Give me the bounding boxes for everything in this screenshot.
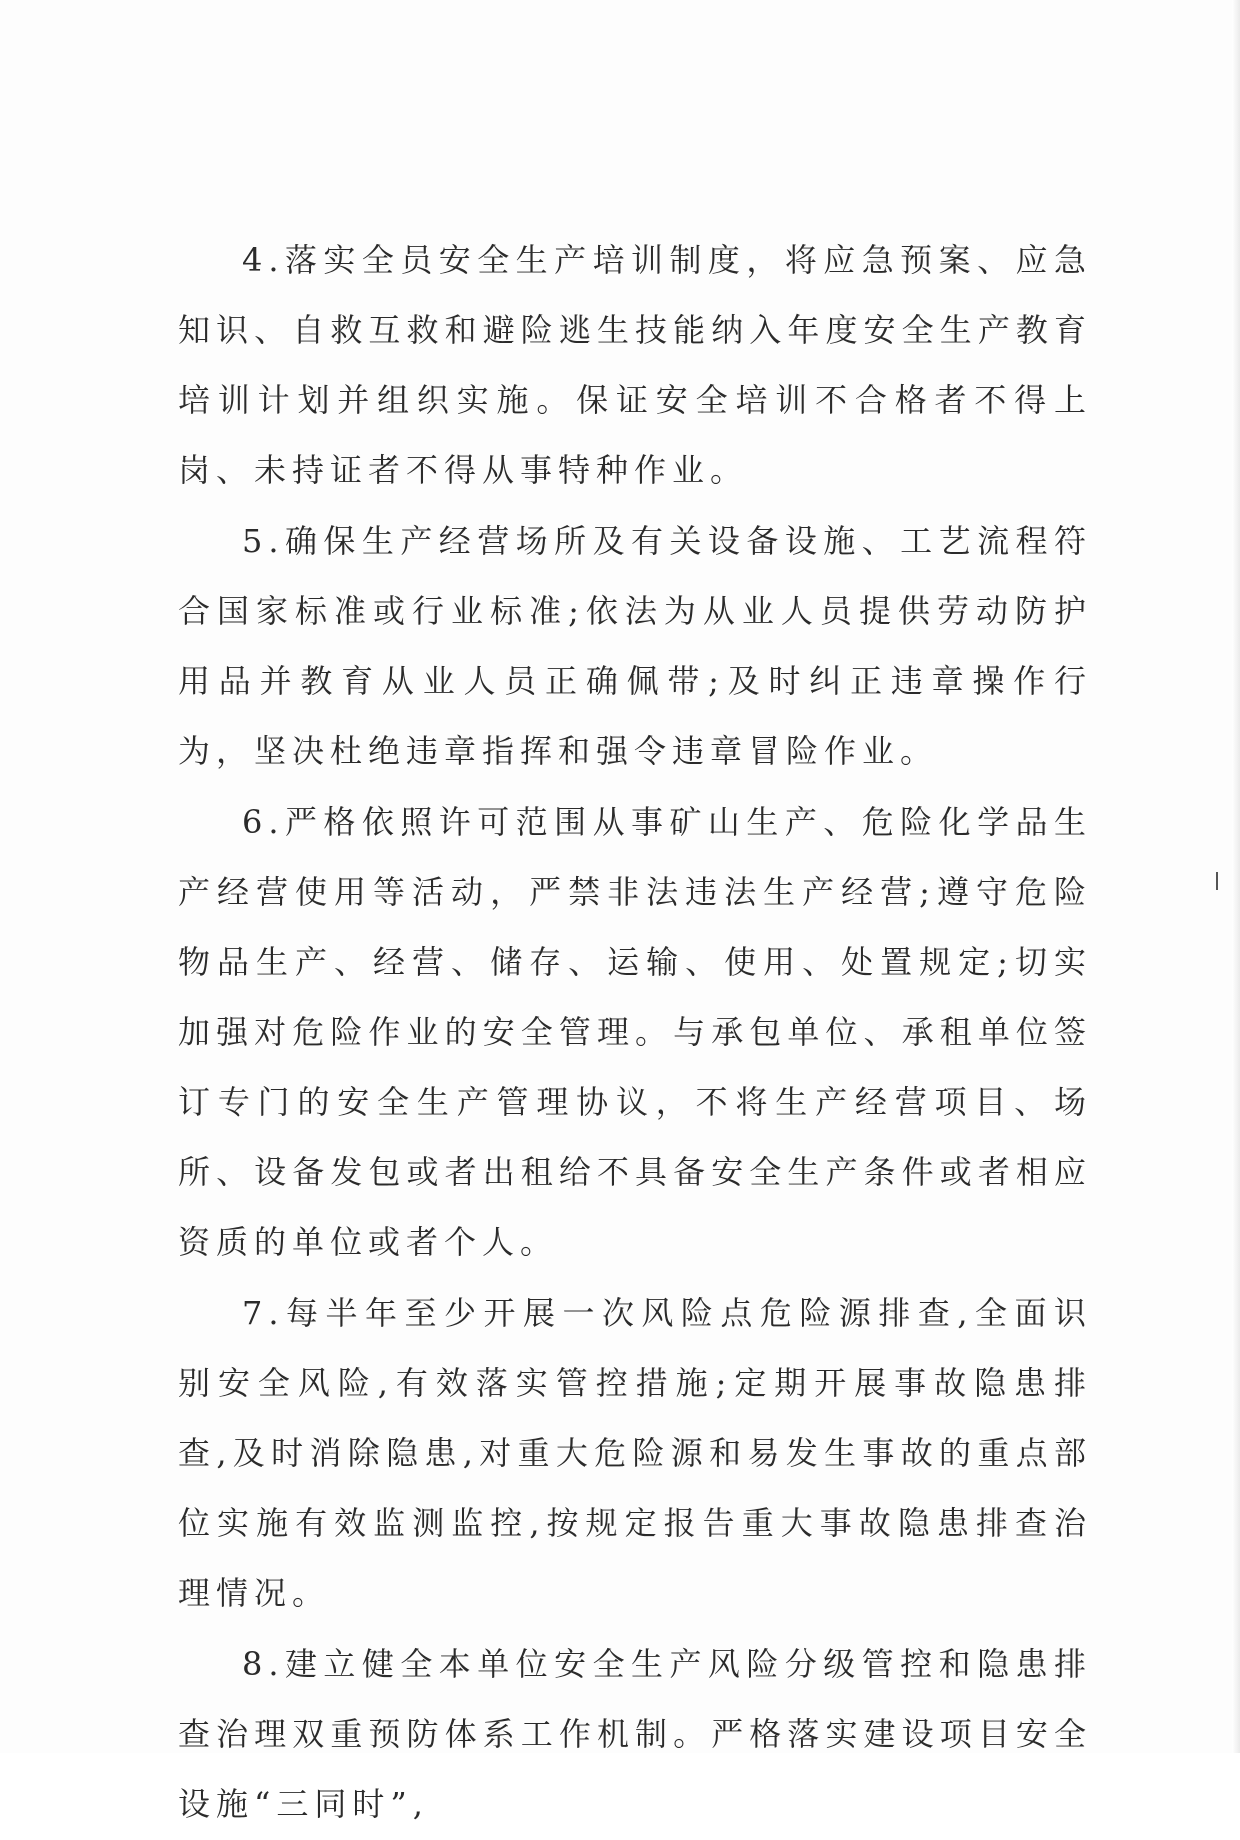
paragraph-8: 8.建立健全本单位安全生产风险分级管控和隐患排查治理双重预防体系工作机制。严格落实建设项目安全设施“三同时”, — [178, 1645, 1092, 1823]
paragraph-5: 5.确保生产经营场所及有关设备设施、工艺流程符合国家标准或行业标准;依法为从业人员提供劳动防护用品并教育从业人员正确佩带;及时纠正违章操作行为，坚决杜绝违章指挥和强令违章冒险作业。 — [178, 522, 1092, 770]
paragraph-7: 7.每半年至少开展一次风险点危险源排查,全面识别安全风险,有效落实管控措施;定期开展事故隐患排查,及时消除隐患,对重大危险源和易发生事故的重点部位实施有效监测监控,按规定报告重大事故隐患排查治理情况。 — [178, 1294, 1092, 1612]
document-body — [178, 225, 1092, 1840]
scan-artifact-mark — [1216, 872, 1218, 890]
paragraph-4: 4.落实全员安全生产培训制度，将应急预案、应急知识、自救互救和避险逃生技能纳入年度安全生产教育培训计划并组织实施。保证安全培训不合格者不得上岗、未持证者不得从事特种作业。 — [178, 241, 1092, 489]
paragraph-6: 6.严格依照许可范围从事矿山生产、危险化学品生产经营使用等活动，严禁非法违法生产经营;遵守危险物品生产、经营、储存、运输、使用、处置规定;切实加强对危险作业的安全管理。与承包单位、承租单位签订专门的安全生产管理协议，不将生产经营项目、场所、设备发包或者出租给不具备安全生产条件或者相应资质的单位或者个人。 — [178, 803, 1092, 1261]
scan-edge-shadow — [1232, 0, 1240, 1753]
